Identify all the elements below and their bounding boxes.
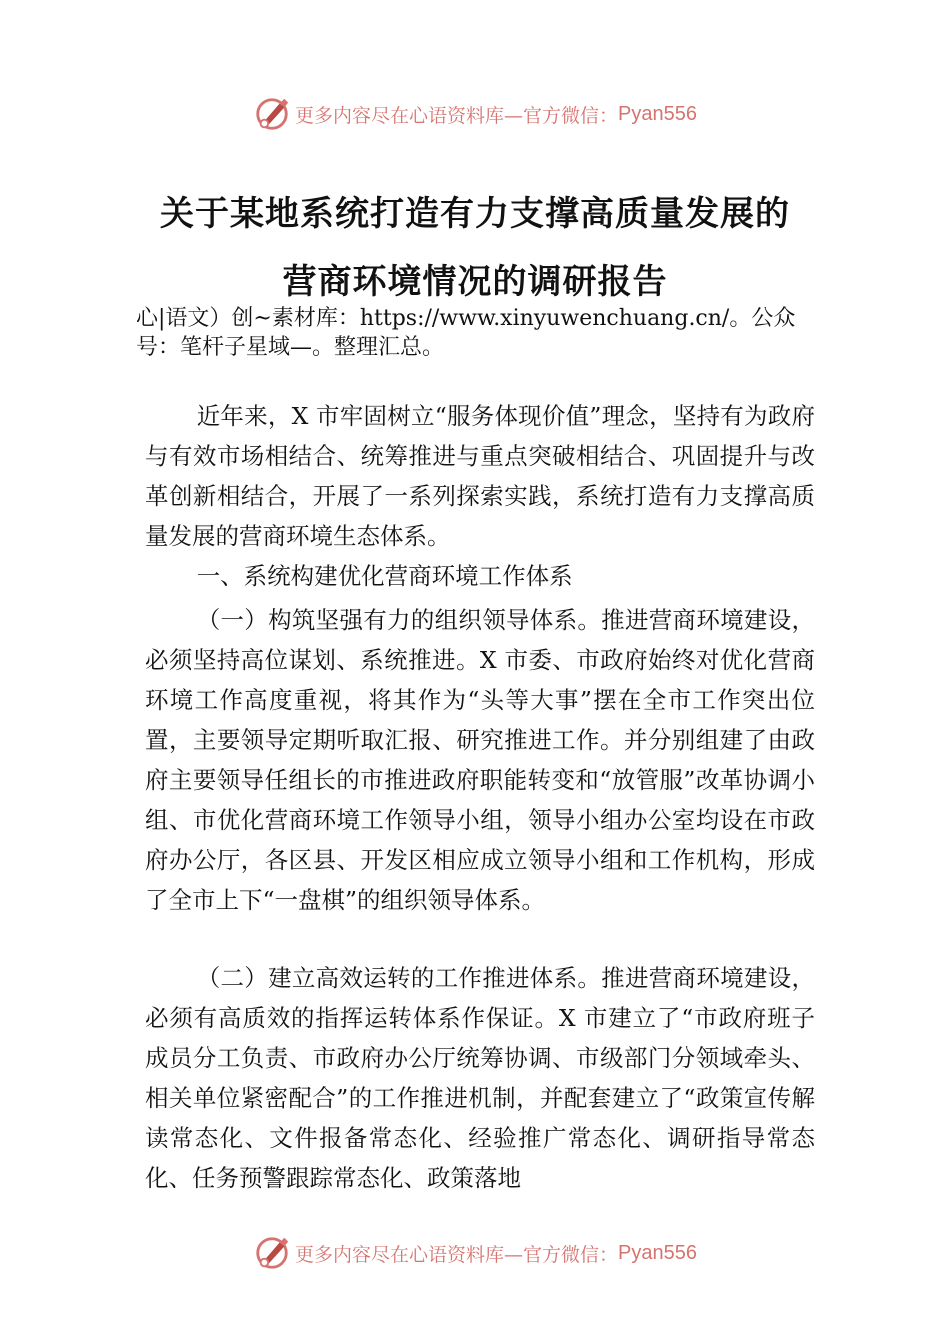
heading-1-text: 一、系统构建优化营商环境工作体系 [196,562,573,590]
header-banner [0,94,950,134]
banner-wechat-id: Pyan556 [618,102,697,125]
banner-text: 更多内容尽在心语资料库—官方微信： [295,104,619,127]
section-heading-1 [145,556,815,596]
title-line-2: 营商环境情况的调研报告 [282,262,668,302]
title-line-1: 关于某地系统打造有力支撑高质量发展的 [160,194,790,234]
brush-logo-icon [253,1234,291,1272]
paragraph-1-text: 近年来，X 市牢固树立“服务体现价值”理念，坚持有为政府与有效市场相结合、统筹推进与重点突破相结合、巩固提升与改革创新相结合，开展了一系列探索实践，系统打造有力支撑高质量发展的营商环境生态体系。 [145,402,815,550]
footer-banner [0,1233,950,1273]
banner-text: 更多内容尽在心语资料库—官方微信： [295,1243,619,1266]
banner-wechat-id: Pyan556 [618,1241,697,1264]
source-note: 心|语文）创~素材库：https://www.xinyuwenchuang.cn/。公众号：笔杆子星域—。整理汇总。 [136,306,796,360]
paragraph-3-text: （二）建立高效运转的工作推进体系。推进营商环境建设，必须有高质效的指挥运转体系作保证。X 市建立了“市政府班子成员分工负责、市政府办公厅统筹协调、市级部门分领域牵头、相关单位紧密配合”的工作推进机制，并配套建立了“政策宣传解读常态化、文件报备常态化、经验推广常态化、调研指导常态化、任务预警跟踪常态化、政策落地 [145,964,815,1192]
paragraph-work-system [145,958,815,1198]
paragraph-2-text: （一）构筑坚强有力的组织领导体系。推进营商环境建设，必须坚持高位谋划、系统推进。X 市委、市政府始终对优化营商环境工作高度重视，将其作为“头等大事”摆在全市工作突出位置，主要领导定期听取汇报、研究推进工作。并分别组建了由政府主要领导任组长的市推进政府职能转变和“放管服”改革协调小组、市优化营商环境工作领导小组，领导小组办公室均设在市政府办公厅，各区县、开发区相应成立领导小组和工作机构，形成了全市上下“一盘棋”的组织领导体系。 [145,606,815,914]
brush-logo-icon [253,95,291,133]
paragraph-organization [145,600,815,920]
paragraph-intro [145,396,815,556]
